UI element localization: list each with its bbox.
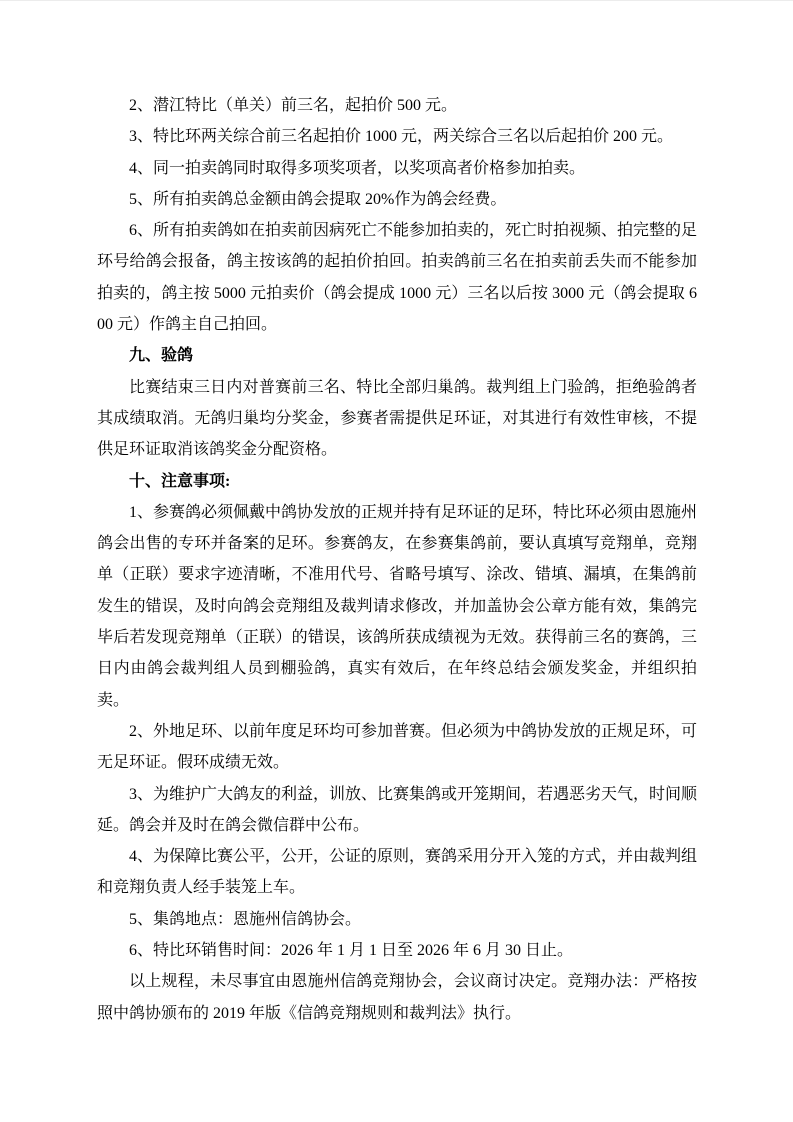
- paragraph: 6、特比环销售时间：2026 年 1 月 1 日至 2026 年 6 月 30 日止。: [129, 942, 574, 960]
- document-body: [97, 90, 697, 1029]
- paragraph: 比赛结束三日内对普赛前三名、特比全部归巢鸽。裁判组上门验鸽，拒绝验鸽者其成绩取消。无鸽归巢均分奖金，参赛者需提供足环证，对其进行有效性审核，不提供足环证取消该鸽奖金分配资格。: [97, 378, 697, 459]
- paragraph: 1、参赛鸽必须佩戴中鸽协发放的正规并持有足环证的足环，特比环必须由恩施州鸽会出售的专环并备案的足环。参赛鸽友，在参赛集鸽前，要认真填写竞翔单，竞翔单（正联）要求字迹清晰，不准用代号、省略号填写、涂改、错填、漏填，在集鸽前发生的错误，及时向鸽会竞翔组及裁判请求修改，并加盖协会公章方能有效，集鸽完毕后若发现竞翔单（正联）的错误，该鸽所获成绩视为无效。获得前三名的赛鸽，三日内由鸽会裁判组人员到棚验鸽，真实有效后，在年终总结会颁发奖金，并组织拍卖。: [97, 503, 698, 709]
- paragraph: 2、潜江特比（单关）前三名，起拍价 500 元。: [129, 97, 458, 114]
- paragraph: 4、为保障比赛公平，公开，公证的原则，赛鸽采用分开入笼的方式，并由裁判组和竞翔负责人经手装笼上车。: [97, 848, 698, 897]
- paragraph: 3、特比环两关综合前三名起拍价 1000 元，两关综合三名以后起拍价 200 元。: [129, 128, 674, 146]
- paragraph: 4、同一拍卖鸽同时取得多项奖项者，以奖项高者价格参加拍卖。: [129, 159, 586, 177]
- paragraph: 5、集鸽地点：恩施州信鸽协会。: [129, 910, 362, 928]
- section-heading: 十、注意事项:: [129, 472, 231, 490]
- section-heading: 九、验鸽: [129, 347, 194, 365]
- paragraph: 3、为维护广大鸽友的利益，训放、比赛集鸽或开笼期间，若遇恶劣天气，时间顺延。鸽会并及时在鸽会微信群中公布。: [97, 785, 698, 834]
- paragraph: 2、外地足环、以前年度足环均可参加普赛。但必须为中鸽协发放的正规足环，可无足环证。假环成绩无效。: [97, 722, 698, 772]
- paragraph: 以上规程，未尽事宜由恩施州信鸽竞翔协会，会议商讨决定。竞翔办法：严格按照中鸽协颁布的 2019 年版《信鸽竞翔规则和裁判法》执行。: [97, 973, 697, 1022]
- paragraph: 5、所有拍卖鸽总金额由鸽会提取 20%作为鸽会经费。: [129, 190, 507, 208]
- paragraph: 6、所有拍卖鸽如在拍卖前因病死亡不能参加拍卖的，死亡时拍视频、拍完整的足环号给鸽会报备，鸽主按该鸽的起拍价拍回。拍卖鸽前三名在拍卖前丢失而不能参加拍卖的，鸽主按 5000 元拍卖价（鸽会提成 1000 元）三名以后按 3000 元（鸽会提取 600 元）作鸽主自己拍回。: [97, 222, 698, 334]
